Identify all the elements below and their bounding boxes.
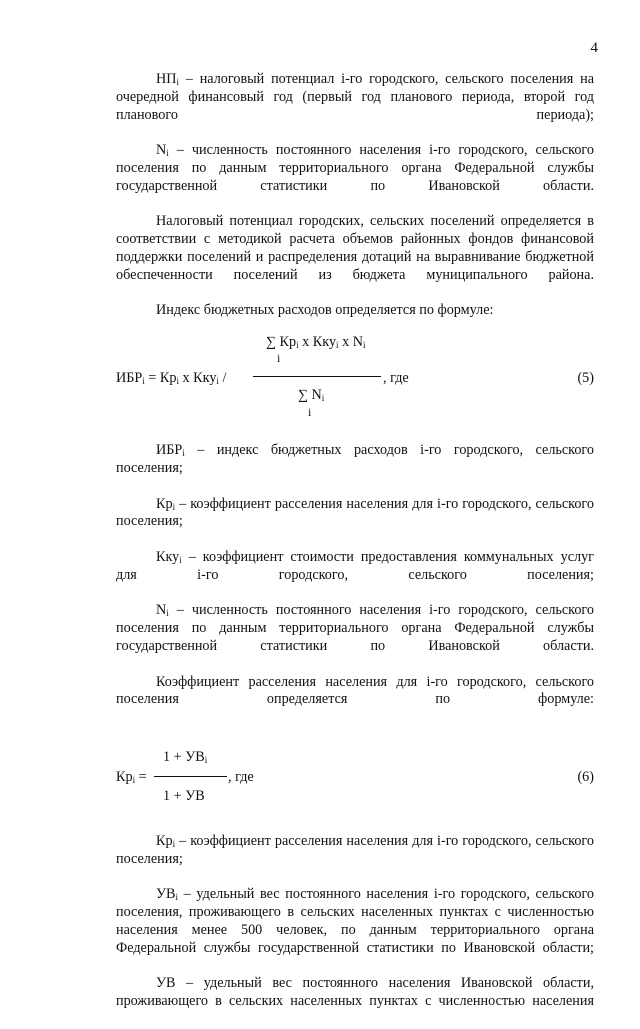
formula-5-lhs: $ИБР_i = Кр_i$ х Кку$_i$ / <box>116 370 227 387</box>
definition-tax-potential: $НП_i$ – налоговый потенциал i-го городского, сельского поселения на очередной финансовый год (первый год планового периода, второй год планового периода); <box>116 71 594 123</box>
definition-population: $N_i$ – численность постоянного населения i-го городского, сельского поселения по данным территориального органа Федеральной службы государственной статистики по Ивановской области. <box>116 142 594 194</box>
definition-settlement-coefficient-2: $Кр_i$ – коэффициент расселения населения для i-го городского, сельского поселения; <box>116 832 594 867</box>
formula-6-lhs: $Кр_i$ = <box>116 768 147 785</box>
definition-rural-share-i: $УВ_i$ – удельный вес постоянного населения i-го городского, сельского поселения, проживающего в сельских населенных пунктах с численностью населения менее 500 человек, по данным территориального органа Федеральной службы государственной статистики по Ивановской области; <box>116 886 594 956</box>
formula-6 <box>116 745 594 833</box>
formula-6-number: (6) <box>577 768 594 785</box>
tax-potential-method: Налоговый потенциал городских, сельских поселений определяется в соответствии с методикой расчета объемов районных фондов финансовой поддержки поселений и распределения дотаций на выравнивание бюджетной обеспеченности поселений из бюджета муниципального района. <box>116 213 594 283</box>
formula-5-denominator-index: i <box>308 405 312 420</box>
formula-5-number: (5) <box>577 370 594 387</box>
definition-utility-coefficient: Кку$_i$ – коэффициент стоимости предоставления коммунальных услуг для i-го городского, сельского поселения; <box>116 548 594 583</box>
formula-6-numerator: $1 + УВ_i$ <box>163 748 208 765</box>
formula-6-tail: , где <box>228 768 254 785</box>
formula-5-tail: , где <box>383 370 409 387</box>
definition-rural-share-region: УВ – удельный вес постоянного населения Ивановской области, проживающего в сельских населенных пунктах с численностью населения <box>116 975 594 1010</box>
definition-settlement-coefficient: $Кр_i$ – коэффициент расселения населения для i-го городского, сельского поселения; <box>116 495 594 530</box>
formula-6-denominator: 1 + УВ <box>163 787 205 804</box>
definition-budget-index: $ИБР_i$ – индекс бюджетных расходов i-го городского, сельского поселения; <box>116 442 594 476</box>
formula-5-numerator: ∑ $Кр_i$ х Кку$_i$ х $N_i$ <box>266 334 366 351</box>
settlement-coefficient-intro: Коэффициент расселения населения для i-го городского, сельского поселения определяется по формуле: <box>116 673 594 708</box>
formula-5-numerator-index: i <box>277 351 281 366</box>
formula-5-fraction-line <box>253 376 381 377</box>
document-body <box>116 71 594 1029</box>
formula-5-denominator: ∑ $N_i$ <box>298 387 325 404</box>
formula-5 <box>116 320 594 442</box>
formula-6-fraction-line <box>154 776 227 777</box>
definition-population-2: $N_i$ – численность постоянного населения i-го городского, сельского поселения по данным территориального органа Федеральной службы государственной статистики по Ивановской области. <box>116 602 594 654</box>
budget-index-intro: Индекс бюджетных расходов определяется по формуле: <box>156 302 494 319</box>
page-number: 4 <box>590 40 598 56</box>
